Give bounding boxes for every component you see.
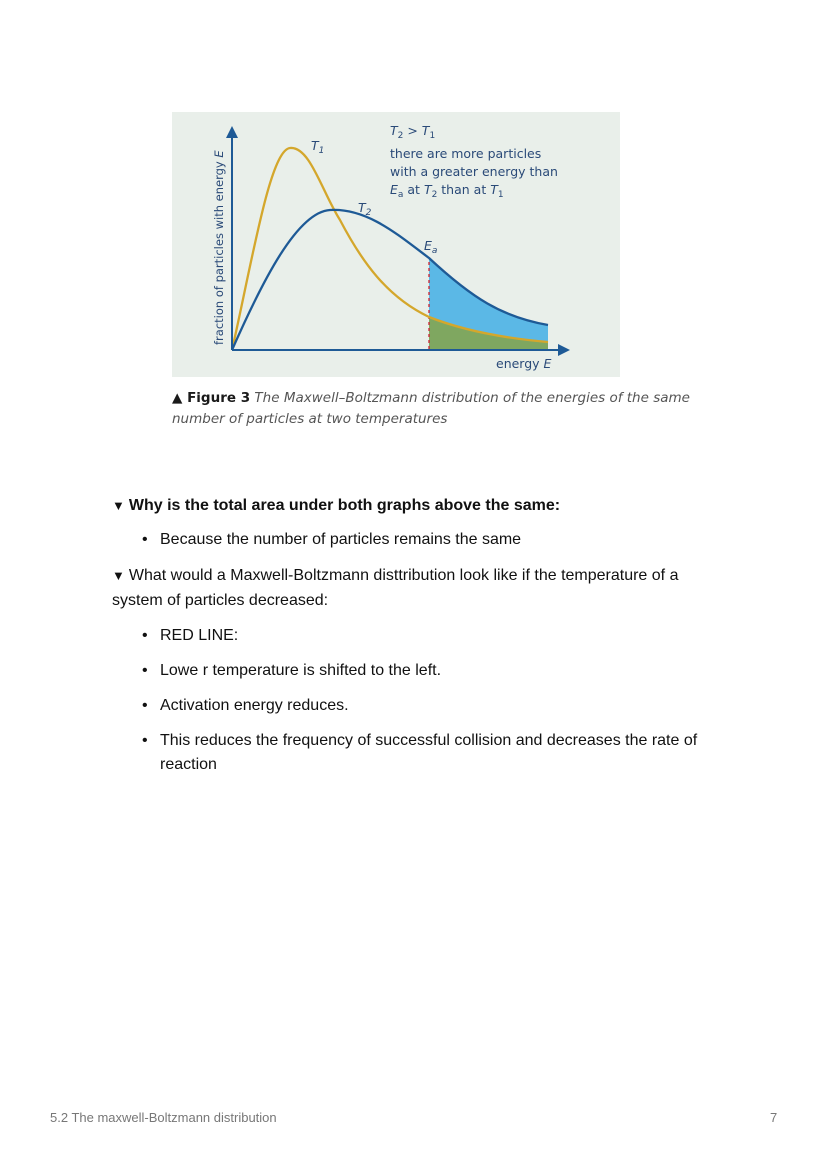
annotation-line-4: $E_a$ at $T_2$ than at $T_1$ [390, 182, 504, 200]
question-1-text: Why is the total area under both graphs above the same: [128, 497, 561, 514]
footer-title: 5.2 The maxwell-Boltzmann distribution [50, 1110, 277, 1125]
toggle-triangle-icon[interactable]: ▼ [112, 498, 125, 513]
figure-annotation [390, 122, 558, 204]
caption-text: The Maxwell–Boltzmann distribution of the energies of the same number of particles at two temperatures [172, 390, 690, 427]
answer-1-list [160, 528, 740, 563]
y-axis-arrow [226, 126, 238, 138]
list-item: • RED LINE: [160, 624, 740, 648]
caption-label: ▲ Figure 3 [172, 390, 251, 406]
annotation-line-1: $T_2 > T_1$ [390, 123, 436, 141]
annotation-line-2: there are more particles [390, 146, 542, 161]
annotation-line-3: with a greater energy than [390, 164, 558, 179]
answer-2-list [160, 624, 740, 788]
y-axis-label: fraction of particles with energy E [212, 150, 226, 345]
curve-t1-label: $T_1$ [311, 138, 325, 156]
x-axis-arrow [558, 344, 570, 356]
list-item: • Activation energy reduces. [160, 694, 740, 718]
curve-t2-label: $T_2$ [358, 200, 372, 218]
list-item: • Because the number of particles remains the same [160, 528, 740, 552]
toggle-triangle-icon[interactable]: ▼ [112, 568, 125, 583]
toggle-question-1[interactable] [112, 493, 732, 518]
figure-caption [172, 388, 732, 430]
ea-label: $E_a$ [424, 238, 438, 256]
list-item: • This reduces the frequency of successful collision and decreases the rate of reaction [160, 729, 740, 777]
page-number: 7 [770, 1110, 778, 1125]
list-item: • Lowe r temperature is shifted to the left. [160, 659, 740, 683]
question-2-text: What would a Maxwell-Boltzmann disttribution look like if the temperature of a system of particles decreased: [112, 567, 679, 609]
x-axis-label: energy E [496, 356, 552, 371]
toggle-question-2[interactable] [112, 563, 732, 613]
